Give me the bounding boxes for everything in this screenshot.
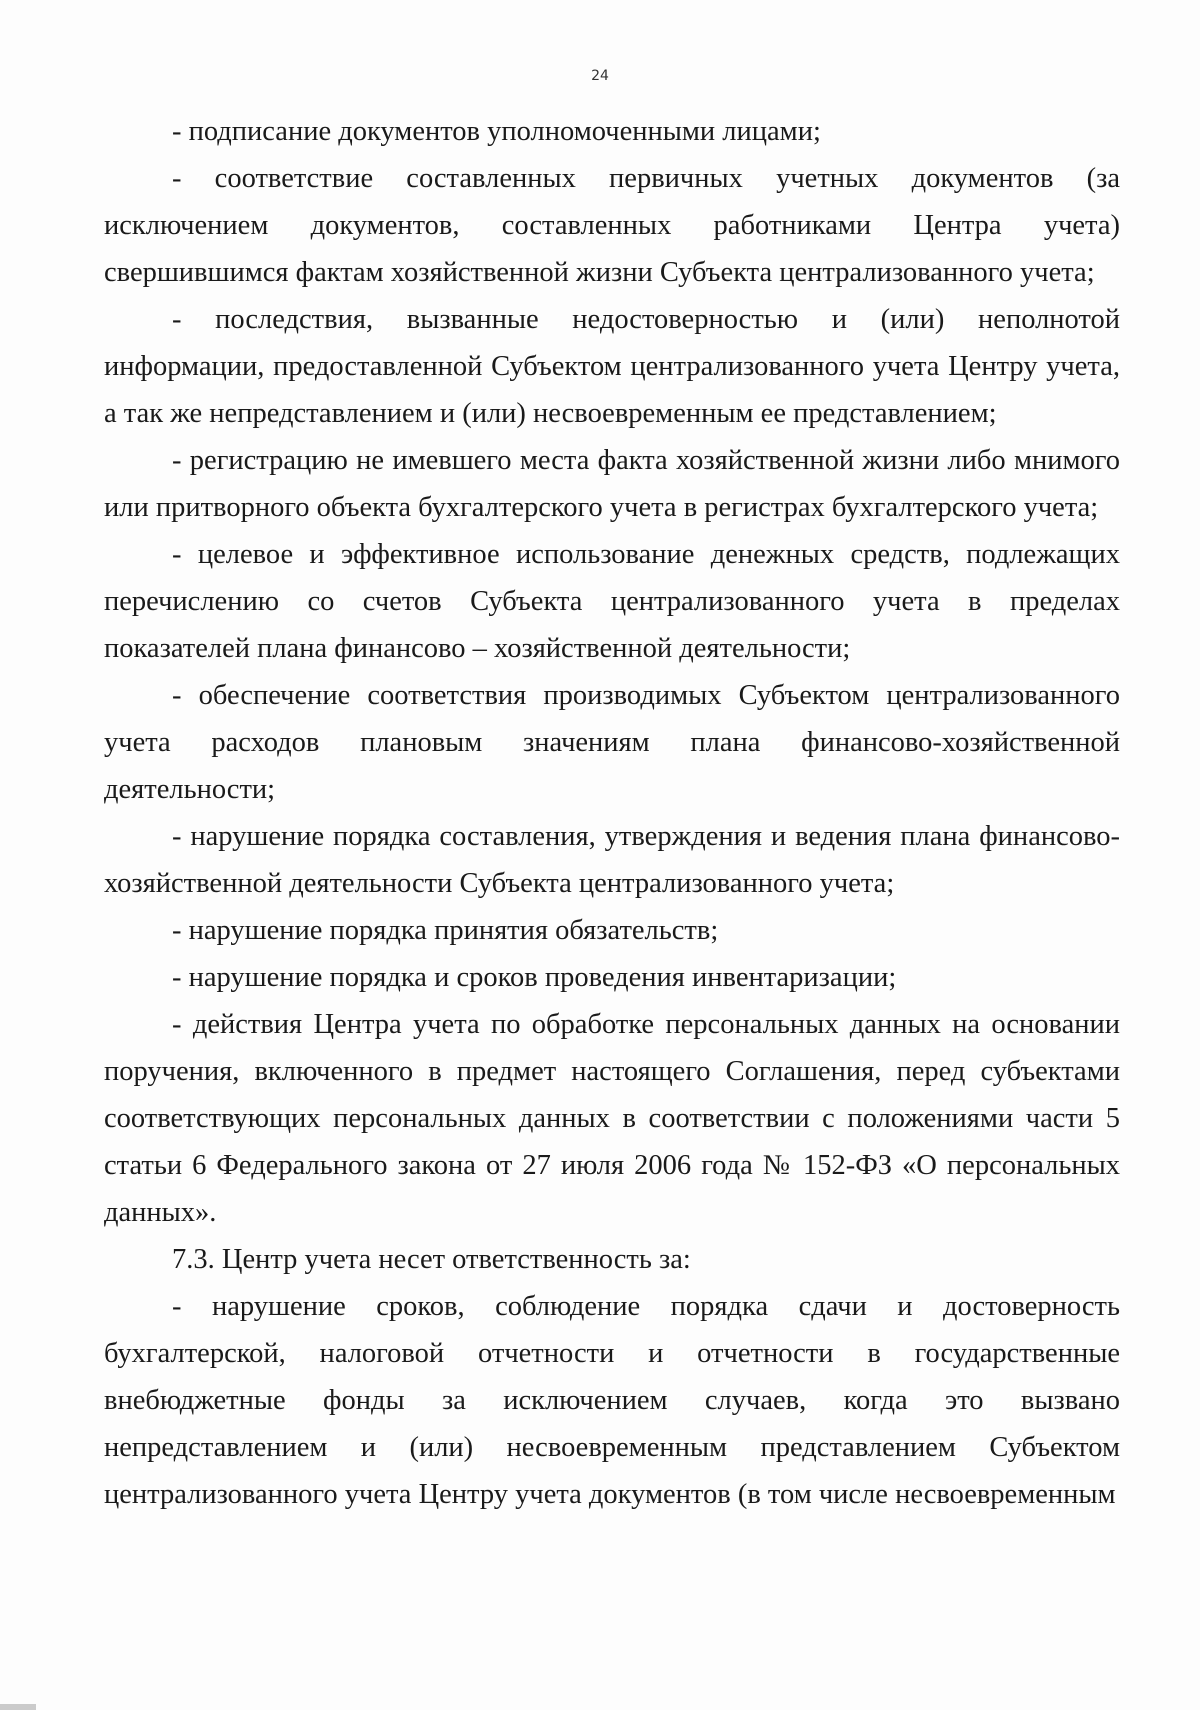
scan-edge-mark <box>0 1704 36 1710</box>
paragraph-signing: - подписание документов уполномоченными лицами; <box>172 116 821 147</box>
paragraph-consequences: - последствия, вызванные недостоверностью и (или) неполнотой информации, предоставленной Субъектом централизованного учета Центру учета, а так же непредставлением и (или) несвоевременным ее представлением; <box>104 304 1120 429</box>
paragraph-compliance: - соответствие составленных первичных учетных документов (за исключением документов, составленных работниками Центра учета) свершившимся фактам хозяйственной жизни Субъекта централизованного учета; <box>104 163 1120 288</box>
paragraph-registration: - регистрацию не имевшего места факта хозяйственной жизни либо мнимого или притворного объекта бухгалтерского учета в регистрах бухгалтерского учета; <box>104 445 1120 523</box>
paragraph-expenses-plan: - обеспечение соответствия производимых Субъектом централизованного учета расходов плановым значениям плана финансово-хозяйственной деятельности; <box>104 680 1120 805</box>
document-body <box>104 108 1120 1518</box>
paragraph-personal-data: - действия Центра учета по обработке персональных данных на основании поручения, включенного в предмет настоящего Соглашения, перед субъектами соответствующих персональных данных в соответствии с положениями части 5 статьи 6 Федерального закона от 27 июля 2006 года № 152-ФЗ «О персональных данных». <box>104 1009 1120 1228</box>
page-number: 24 <box>591 68 609 84</box>
paragraph-funds-usage: - целевое и эффективное использование денежных средств, подлежащих перечислению со счетов Субъекта централизованного учета в пределах показателей плана финансово – хозяйственной деятельности; <box>104 539 1120 664</box>
paragraph-inventory: - нарушение порядка и сроков проведения инвентаризации; <box>172 962 897 993</box>
paragraph-reporting-deadlines: - нарушение сроков, соблюдение порядка сдачи и достоверность бухгалтерской, налоговой отчетности и отчетности в государственные внебюджетные фонды за исключением случаев, когда это вызвано непредставлением и (или) несвоевременным представлением Субъектом централизованного учета Центру учета документов (в том числе несвоевременным <box>104 1291 1120 1510</box>
paragraph-obligations: - нарушение порядка принятия обязательств; <box>172 915 719 946</box>
paragraph-plan-violation: - нарушение порядка составления, утверждения и ведения плана финансово-хозяйственной деятельности Субъекта централизованного учета; <box>104 821 1120 899</box>
section-7-3-heading: 7.3. Центр учета несет ответственность за: <box>172 1244 691 1275</box>
